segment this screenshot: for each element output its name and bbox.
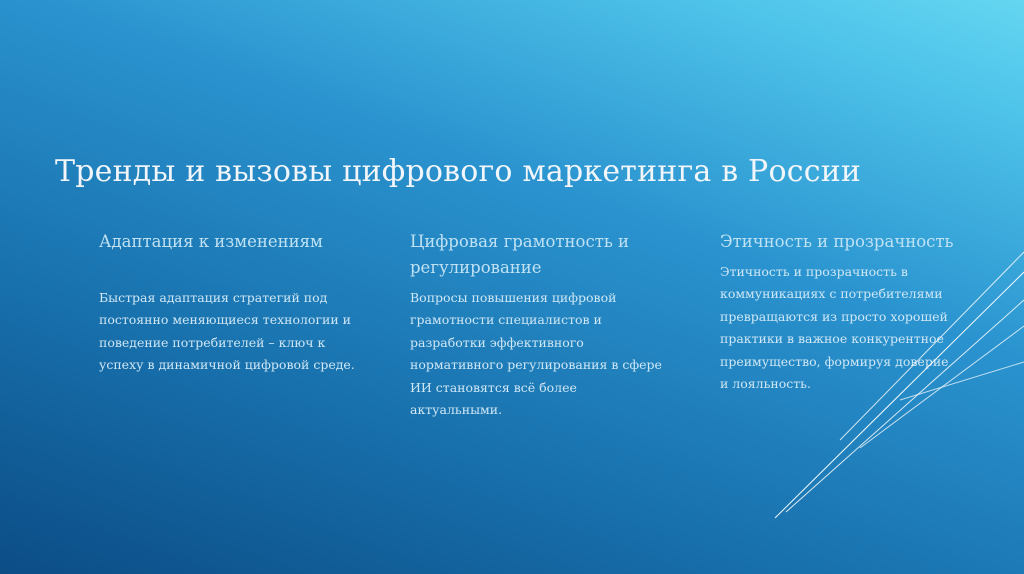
column-heading: Цифровая грамотность и регулирование xyxy=(410,232,630,277)
column-heading: Адаптация к изменениям xyxy=(99,232,323,251)
decor-line xyxy=(900,362,1024,400)
column-text: Этичность и прозрачность в коммуникациях с потребителями превращаются из просто хорошей практики в важное конкурентное преимущество, формируя доверие и лояльность. xyxy=(720,264,949,392)
column-text: Вопросы повышения цифровой грамотности специалистов и разработки эффективного нормативного регулирования в сфере ИИ становятся всё более актуальными. xyxy=(410,290,662,418)
slide-title: Тренды и вызовы цифрового маркетинга в России xyxy=(55,154,862,189)
column-heading: Этичность и прозрачность xyxy=(720,232,954,251)
decor-line xyxy=(786,300,1024,512)
decor-line xyxy=(775,272,1024,518)
column-text: Быстрая адаптация стратегий под постоянно меняющиеся технологии и поведение потребителей – ключ к успеху в динамичной цифровой среде. xyxy=(99,290,355,373)
